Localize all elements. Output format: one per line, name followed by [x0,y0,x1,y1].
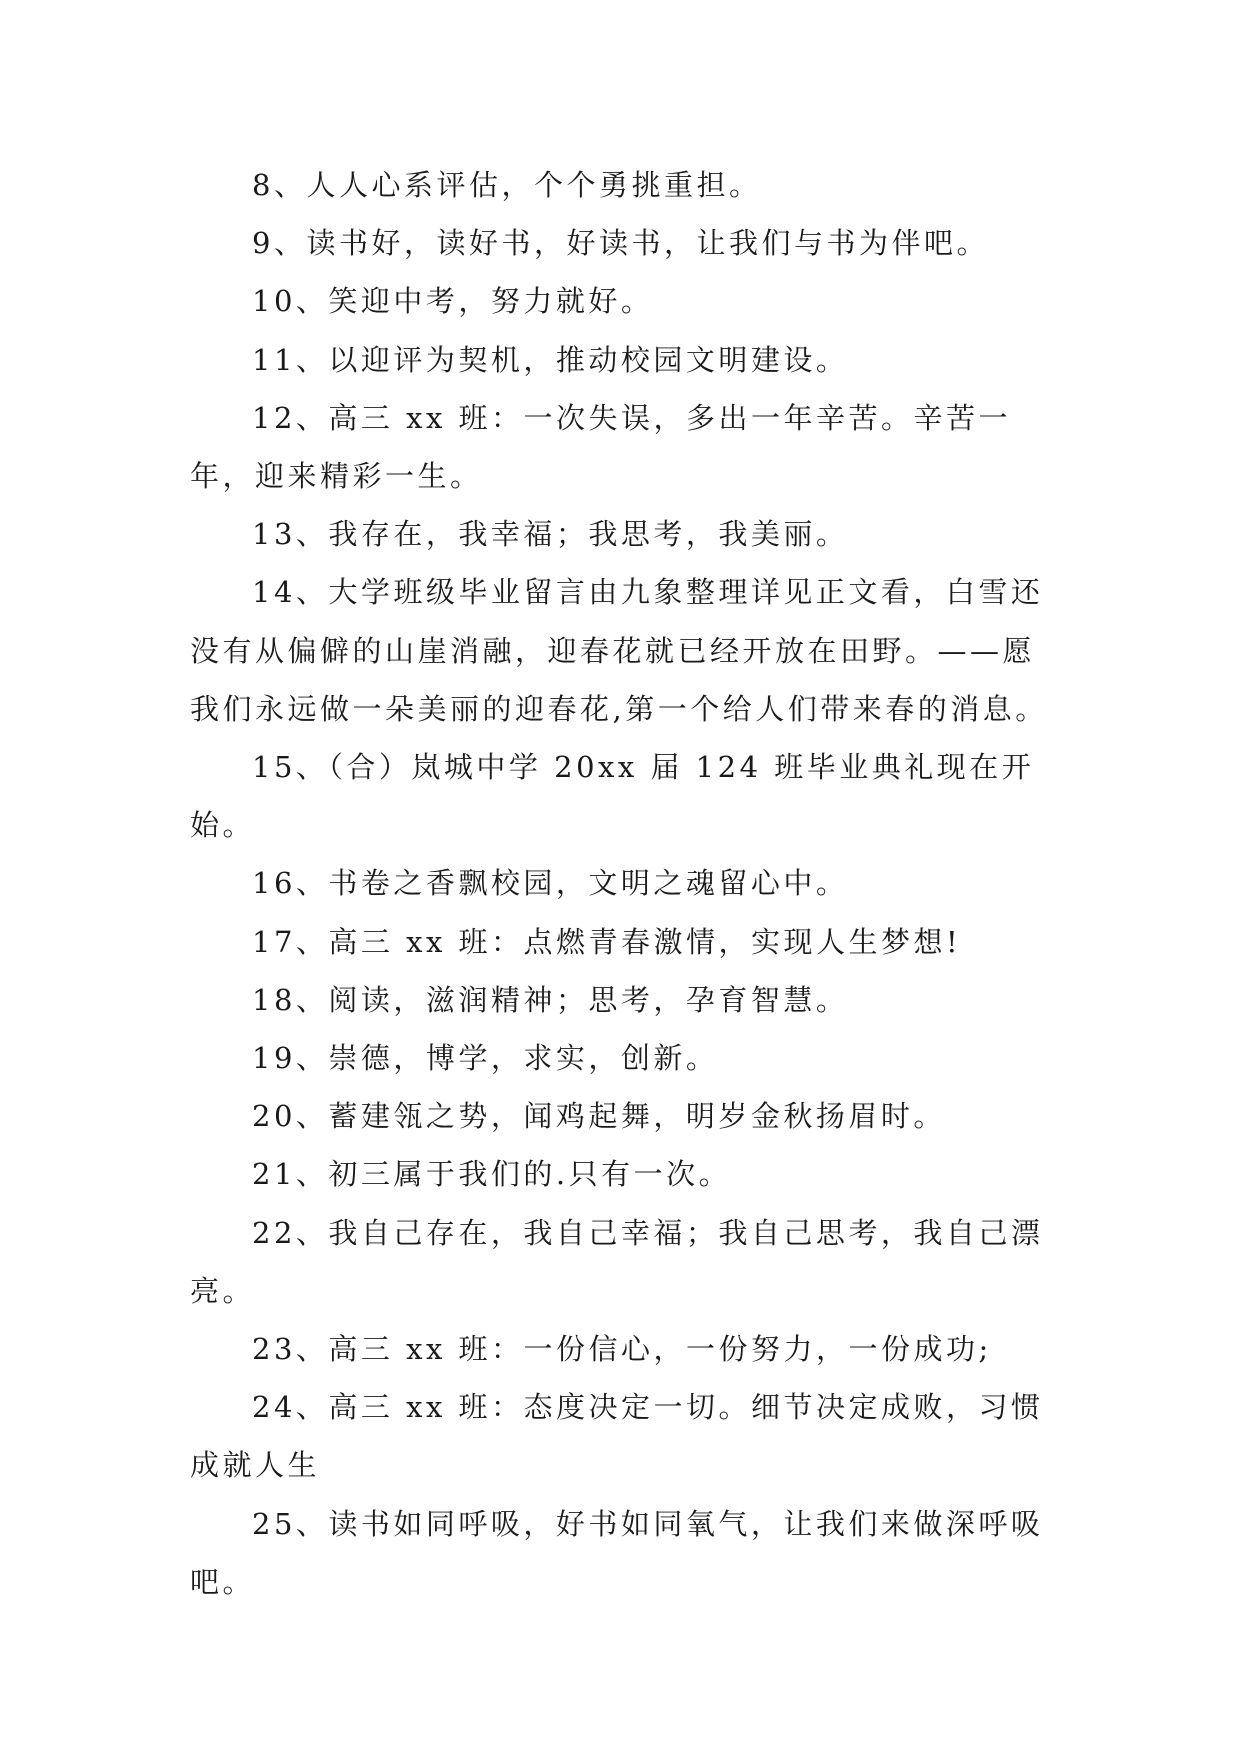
list-item: 12、高三 xx 班：一次失误，多出一年辛苦。辛苦一年，迎来精彩一生。 [190,400,1012,494]
list-item: 18、阅读，滋润精神；思考，孕育智慧。 [252,982,849,1017]
list-item: 9、读书好，读好书，好读书，让我们与书为伴吧。 [252,226,989,261]
list-item: 21、初三属于我们的.只有一次。 [252,1157,732,1192]
list-item: 25、读书如同呼吸，好书如同氧气，让我们来做深呼吸吧。 [190,1506,1044,1599]
list-item: 15、（合）岚城中学 20xx 届 124 班毕业典礼现在开始。 [190,750,1035,843]
list-item: 20、蓄建瓴之势，闻鸡起舞，明岁金秋扬眉时。 [252,1099,946,1134]
list-item: 23、高三 xx 班：一份信心，一份努力，一份成功; [252,1332,992,1367]
list-item: 17、高三 xx 班：点燃青春激情，实现人生梦想! [252,924,962,959]
list-item: 16、书卷之香飘校园，文明之魂留心中。 [252,866,849,901]
list-item: 24、高三 xx 班：态度决定一切。细节决定成败，习惯成就人生 [190,1390,1044,1483]
list-item: 11、以迎评为契机，推动校园文明建设。 [252,342,849,377]
list-item: 13、我存在，我幸福；我思考，我美丽。 [252,517,849,552]
list-item: 22、我自己存在，我自己幸福；我自己思考，我自己漂亮。 [190,1215,1044,1308]
document-body [190,156,1060,1611]
list-item: 10、笑迎中考，努力就好。 [252,284,654,319]
list-item: 19、崇德，博学，求实，创新。 [252,1041,719,1076]
list-item: 8、人人心系评估，个个勇挑重担。 [252,168,762,202]
list-item: 14、大学班级毕业留言由九象整理详见正文看，白雪还没有从偏僻的山崖消融，迎春花就已经开放在田野。——愿我们永远做一朵美丽的迎春花,第一个给人们带来春的消息。 [190,575,1048,726]
